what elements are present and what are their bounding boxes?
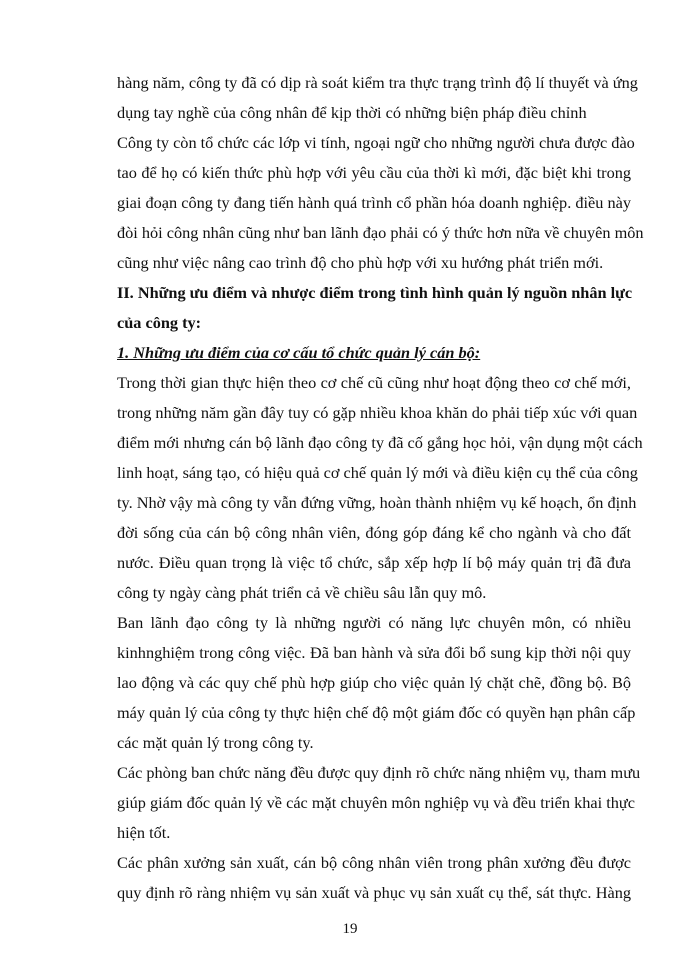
- text-line: máy quản lý của công ty thực hiện chế độ một giám đốc có quyền hạn phân cấp: [117, 703, 636, 722]
- text-line: giai đoạn công ty đang tiến hành quá trình cổ phần hóa doanh nghiệp. điều này: [117, 193, 631, 212]
- text-line: Ban lãnh đạo công ty là những người có năng lực chuyên môn, có nhiều: [117, 613, 631, 632]
- text-line: hiện tốt.: [117, 823, 171, 842]
- text-line: các mặt quản lý trong công ty.: [117, 733, 314, 752]
- page-number: 19: [342, 921, 358, 937]
- text-line: Trong thời gian thực hiện theo cơ chế cũ cũng như hoạt động theo cơ chế mới,: [117, 373, 631, 392]
- text-line: nước. Điều quan trọng là việc tổ chức, sắp xếp hợp lí bộ máy quản trị đã đưa: [117, 553, 631, 572]
- text-line: ty. Nhờ vậy mà công ty vẫn đứng vững, hoàn thành nhiệm vụ kế hoạch, ổn định: [117, 493, 637, 512]
- text-line: giúp giám đốc quản lý về các mặt chuyên môn nghiệp vụ và đều triển khai thực: [117, 793, 635, 812]
- text-line: Công ty còn tổ chức các lớp vi tính, ngoại ngữ cho những người chưa được đào: [117, 133, 635, 152]
- text-line: tao để họ có kiến thức phù hợp với yêu cầu của thời kì mới, đặc biệt khi trong: [117, 163, 631, 182]
- section-heading: II. Những ưu điểm và nhược điểm trong tình hình quản lý nguồn nhân lực: [117, 283, 633, 302]
- text-line: Các phân xưởng sản xuất, cán bộ công nhân viên trong phân xưởng đều được: [117, 853, 631, 872]
- text-line: dụng tay nghề của công nhân để kịp thời có những biện pháp điều chỉnh: [117, 103, 587, 122]
- text-line: đòi hỏi công nhân cũng như ban lãnh đạo phải có ý thức hơn nữa về chuyên môn: [117, 223, 644, 242]
- subsection-heading: 1. Những ưu điểm của cơ cấu tổ chức quản lý cán bộ:: [117, 343, 481, 362]
- text-line: quy định rõ ràng nhiệm vụ sản xuất và phục vụ sản xuất cụ thể, sát thực. Hàng: [117, 883, 631, 902]
- text-line: công ty ngày càng phát triển cả về chiều sâu lẫn quy mô.: [117, 583, 487, 602]
- text-line: lao động và các quy chế phù hợp giúp cho việc quản lý chặt chẽ, đồng bộ. Bộ: [117, 673, 631, 692]
- text-line: kinhnghiệm trong công việc. Đã ban hành và sửa đổi bổ sung kịp thời nội quy: [117, 643, 631, 662]
- text-line: hàng năm, công ty đã có dịp rà soát kiểm tra thực trạng trình độ lí thuyết và ứng: [117, 73, 638, 92]
- text-line: đời sống của cán bộ công nhân viên, đóng góp đáng kể cho ngành và cho đất: [117, 523, 631, 542]
- text-line: Các phòng ban chức năng đều được quy định rõ chức năng nhiệm vụ, tham mưu: [117, 763, 641, 782]
- text-line: cũng như việc nâng cao trình độ cho phù hợp với xu hướng phát triển mới.: [117, 253, 604, 272]
- text-line: điểm mới nhưng cán bộ lãnh đạo công ty đã cố gắng học hỏi, vận dụng một cách: [117, 433, 643, 452]
- text-line: linh hoạt, sáng tạo, có hiệu quả cơ chế quản lý mới và điều kiện cụ thể của công: [117, 463, 638, 482]
- text-line: trong những năm gần đây tuy có gặp nhiều khoa khăn do phải tiếp xúc với quan: [117, 403, 638, 422]
- section-heading: của công ty:: [117, 313, 202, 332]
